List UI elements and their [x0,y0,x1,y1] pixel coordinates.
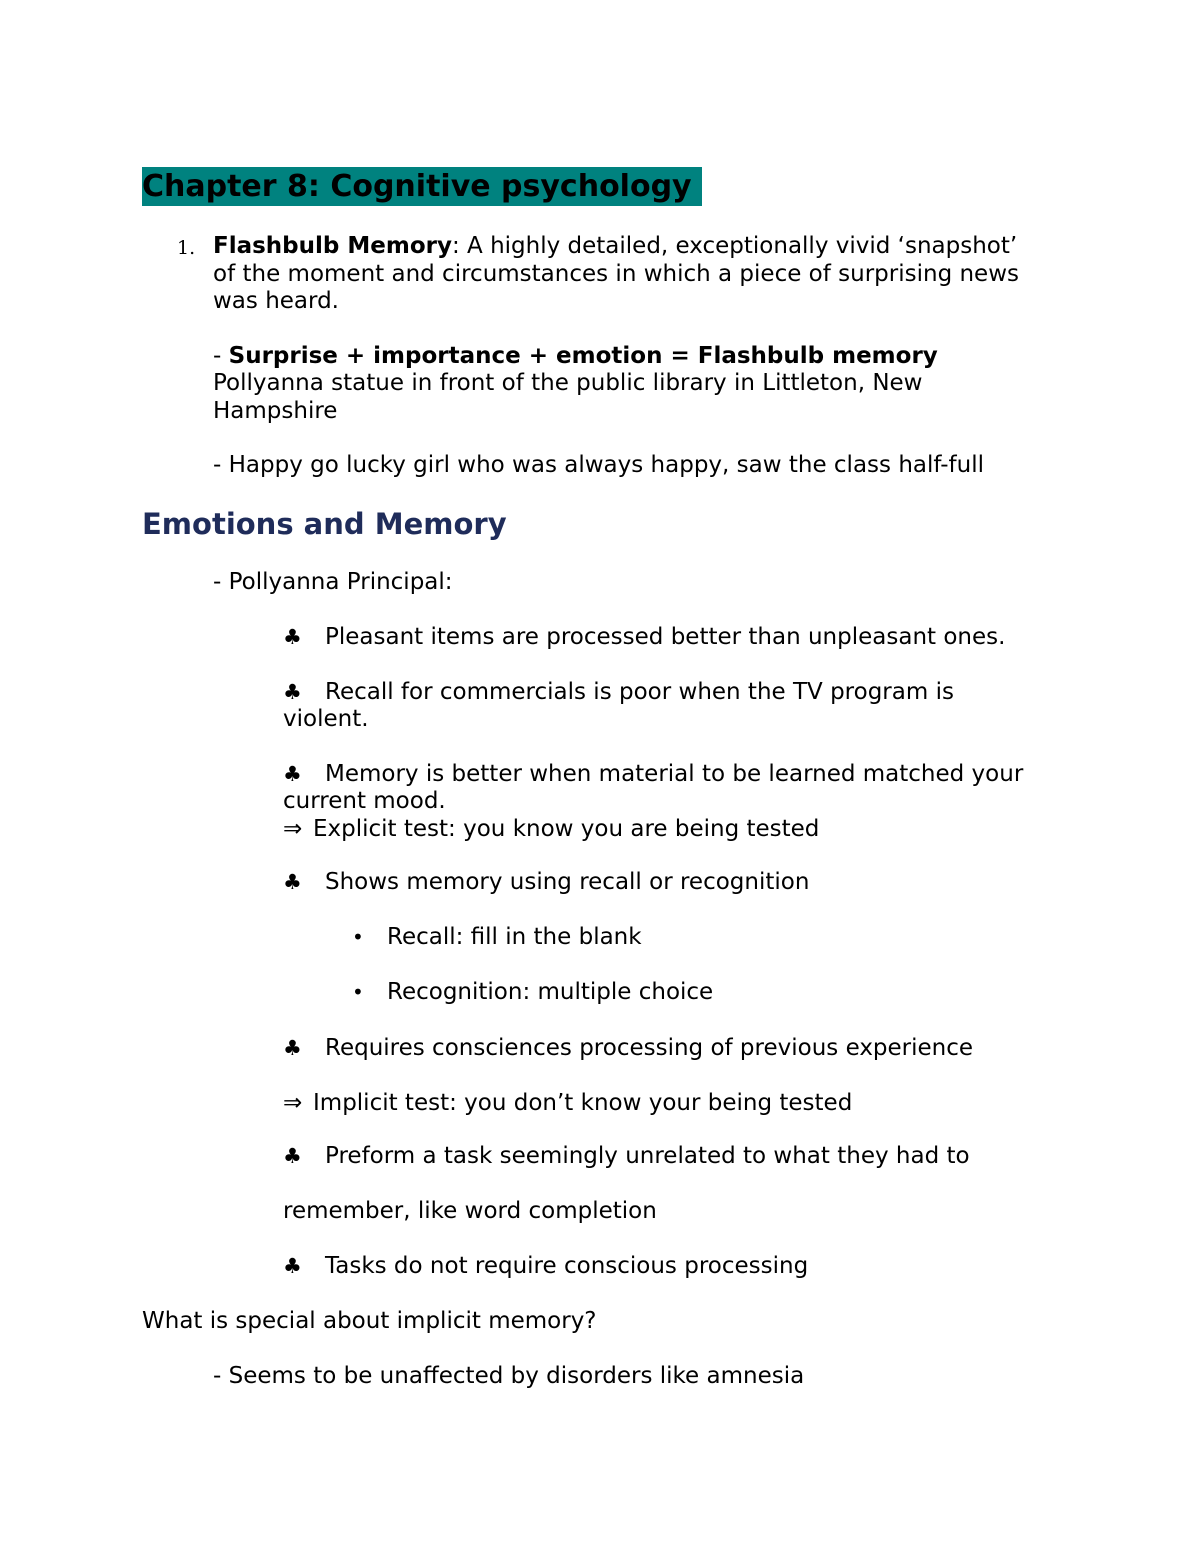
bullet-tasks-conscious [283,1252,808,1280]
club-bullet-icon: ♣ [283,1036,302,1060]
bullet-memory-mood [283,760,1023,788]
explicit-test [283,815,819,843]
flashbulb-term: Flashbulb Memory [213,233,452,259]
arrow-icon: ⇒ [283,816,303,842]
implicit-memory-answer: - Seems to be unaffected by disorders like amnesia [213,1363,805,1389]
pollyanna-principal: - Pollyanna Principal: [213,569,453,595]
club-bullet-icon: ♣ [283,762,302,786]
bullet-text: Shows memory using recall or recognition [325,869,810,895]
flashbulb-formula [213,342,938,370]
pollyanna-statue-line-2: Hampshire [213,398,338,424]
arrow-icon: ⇒ [283,1090,303,1116]
bullet-text: Tasks do not require conscious processing [325,1253,809,1279]
bullet-text: Recall for commercials is poor when the TV program is [325,679,954,705]
pollyanna-statue-line-1: Pollyanna statue in front of the public library in Littleton, New [213,370,923,396]
formula-dash: - [213,343,229,369]
flashbulb-definition-line-1 [213,232,1017,260]
club-bullet-icon: ♣ [283,625,302,649]
bullet-text: Pleasant items are processed better than unpleasant ones. [325,624,1006,650]
bullet-preform-task-line-2: remember, like word completion [283,1198,657,1224]
bullet-requires-processing [283,1034,973,1062]
implicit-memory-question: What is special about implicit memory? [142,1308,597,1334]
section-heading: Emotions and Memory [142,507,507,541]
club-bullet-icon: ♣ [283,1144,302,1168]
list-number-1: 1. [177,237,196,259]
bullet-text: Preform a task seemingly unrelated to what they had to [325,1143,970,1169]
bullet-memory-mood-line-2: current mood. [283,788,446,814]
implicit-test [283,1089,852,1117]
happy-go-lucky-line: - Happy go lucky girl who was always happy, saw the class half-full [213,452,984,478]
round-bullet-icon: • [352,980,364,1004]
club-bullet-icon: ♣ [283,870,302,894]
sub-bullet-recall: Recall: fill in the blank [387,924,642,950]
club-bullet-icon: ♣ [283,680,302,704]
bullet-recall-commercials-line-2: violent. [283,706,369,732]
bullet-text: Requires consciences processing of previous experience [325,1035,974,1061]
bullet-shows-memory [283,868,809,896]
sub-bullet-recognition: Recognition: multiple choice [387,979,714,1005]
flashbulb-definition-text-1: A highly detailed, exceptionally vivid ‘snapshot’ [459,233,1018,259]
implicit-test-text: Implicit test: you don’t know your being tested [313,1090,853,1116]
round-bullet-icon: • [352,925,364,949]
bullet-recall-commercials [283,678,954,706]
formula-text: Surprise + importance + emotion = Flashbulb memory [228,343,938,369]
flashbulb-colon: : [451,233,460,259]
explicit-test-text: Explicit test: you know you are being tested [313,816,820,842]
club-bullet-icon: ♣ [283,1254,302,1278]
bullet-preform-task [283,1142,970,1170]
flashbulb-definition-line-3: was heard. [213,288,339,314]
chapter-title: Chapter 8: Cognitive psychology [142,167,702,206]
flashbulb-definition-line-2: of the moment and circumstances in which a piece of surprising news [213,261,1019,287]
bullet-pleasant-items [283,623,1005,651]
bullet-text: Memory is better when material to be learned matched your [325,761,1024,787]
